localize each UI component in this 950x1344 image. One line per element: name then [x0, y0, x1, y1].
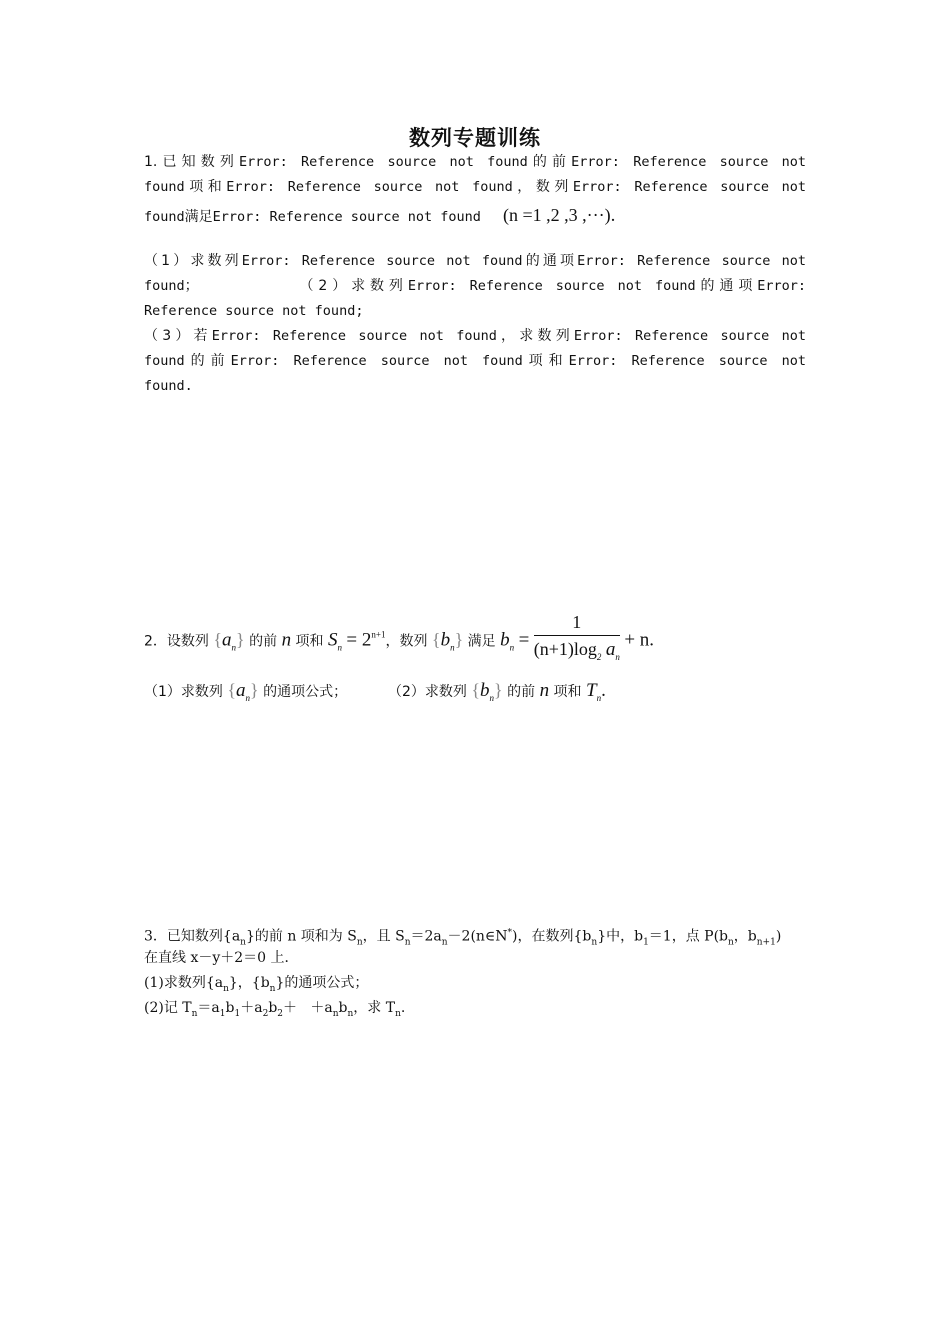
q2-line-1: 2．设数列 $\{a_n\}$ 的前 n 项和 $S_n = 2^{n+1}$，数列 $\{b_n\}$ 满足 $b_n$ = $\frac{1}{(n+1)\log_2 a_n}$ + n. — [144, 612, 806, 652]
q1-part-2-cont: Reference source not found; — [144, 303, 364, 319]
q1-part-3-end: found. — [144, 378, 193, 394]
q1-part-3: （3）若Error: Reference source not found，求数列Error: Reference source not — [144, 328, 807, 344]
q3-part-2: (2)记 $T_n=a_1b_1+a_2b_2+ +a_nb_n$，求 $T_n$. — [144, 1000, 406, 1019]
q1-line-2: found项和Error: Reference source not found，数列Error: Reference source not — [144, 179, 807, 195]
q1-line-1: 1.已知数列Error: Reference source not found的前Error: Reference source not — [144, 154, 807, 170]
index-range: (n =1 ,2 ,3 ,···) — [503, 205, 611, 225]
page-title: 数列专题训练 — [409, 126, 541, 150]
b-n-fraction: $\frac{1}{(n+1)\log_2 a_n}$ — [533, 612, 620, 662]
q1-part-2: found； （2）求数列Error: Reference source not found的通项Error: — [144, 278, 807, 294]
q1-part-1: （1）求数列Error: Reference source not found的通项Error: Reference source not — [144, 253, 806, 269]
q3-line-1: 3．已知数列$\{a_n\}$的前 n 项和为 $S_n$，且 $S_n=2a_n-2(n\in N^*)$，在数列$\{b_n\}$中，$b_1=1$，点 $P(b_n$，$b_{n+1}$) — [144, 928, 782, 948]
q1-line-3: found满足Error: Reference source not found (n =1 ,2 ,3 ,···). — [144, 205, 616, 226]
q1-part-3-cont: found的前Error: Reference source not found项和Error: Reference source not — [144, 353, 807, 369]
q3-part-1: (1)求数列$\{a_n\}$，$\{b_n\}$的通项公式； — [144, 975, 369, 994]
q3-line-2: 在直线 x－y＋2＝0 上． — [144, 950, 299, 966]
q2-parts: （1）求数列 $\{a_n\}$ 的通项公式； （2）求数列 $\{b_n\}$ 的前 n 项和 $T_n$. — [144, 680, 606, 703]
